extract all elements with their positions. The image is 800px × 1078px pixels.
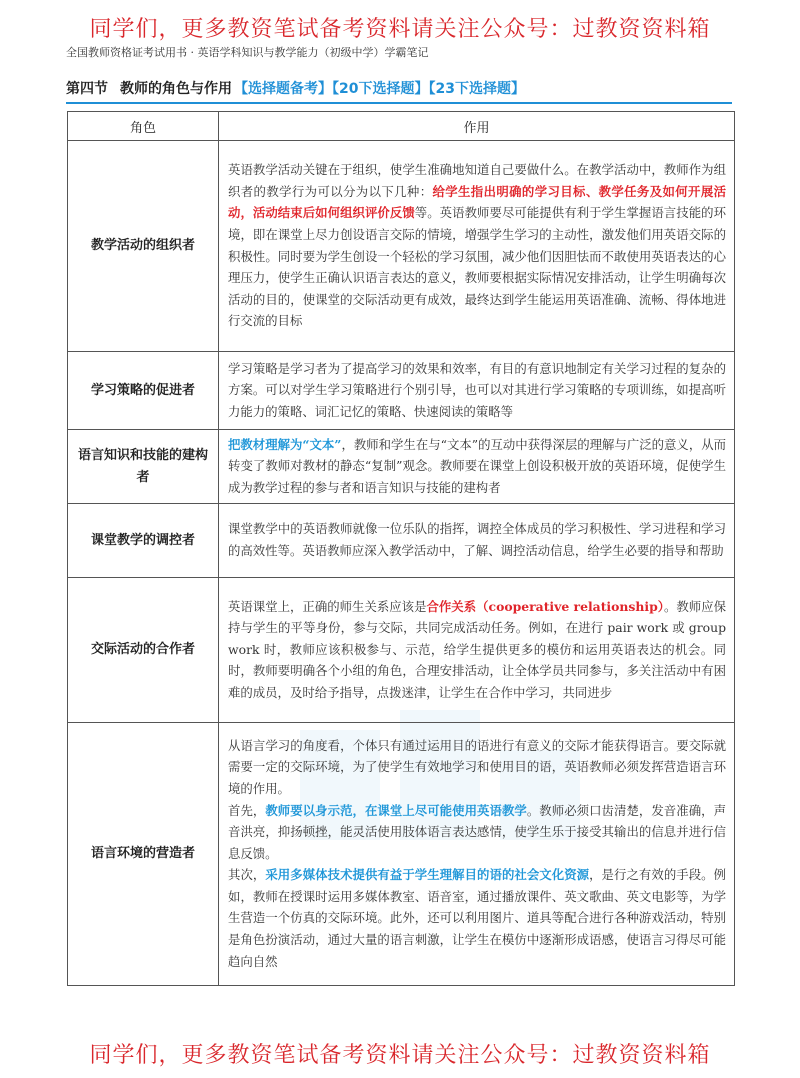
role-cell: 学习策略的促进者 xyxy=(68,352,219,430)
text-run: 等。英语教师要尽可能提供有利于学生掌握语言技能的环境，即在课堂上尽力创设语言交际的情境，增强学生学习的主动性，激发他们用英语交际的积极性。同时要为学生创设一个轻松的学习氛围，减少他们因胆怯而不敢使用英语表达的心理压力，使学生正确认识语言表达的意义，教师要根据实际情况安排活动，让学生明确每次活动的目的，使课堂的交际活动更有成效，最终达到学生能运用英语准确、流畅、得体地进行交流的目标 xyxy=(228,205,727,329)
function-cell xyxy=(219,352,735,430)
table-row xyxy=(68,504,735,578)
text-run: 其次， xyxy=(228,867,266,883)
highlight-red: 合作关系（cooperative relationship） xyxy=(426,598,664,614)
function-cell xyxy=(219,578,735,723)
header-function: 作用 xyxy=(219,112,735,141)
table-row xyxy=(68,141,735,352)
highlight-blue: 采用多媒体技术提供有益于学生理解目的语的社会文化资源 xyxy=(265,867,590,883)
header-role: 角色 xyxy=(68,112,219,141)
table-row xyxy=(68,723,735,986)
text-run: 课堂教学中的英语教师就像一位乐队的指挥，调控全体成员的学习积极性、学习进程和学习的高效性等。英语教师应深入教学活动中，了解、调控活动信息，给学生必要的指导和帮助 xyxy=(228,521,726,558)
section-heading xyxy=(66,78,525,98)
section-number: 第四节 xyxy=(66,81,108,97)
table-row xyxy=(68,430,735,504)
role-cell: 语言知识和技能的建构者 xyxy=(68,430,219,504)
table-header-row xyxy=(68,112,735,141)
running-head: 全国教师资格证考试用书 · 英语学科知识与教学能力（初级中学）学霸笔记 xyxy=(66,46,429,59)
function-cell xyxy=(219,723,735,986)
function-cell xyxy=(219,430,735,504)
text-run: 英语课堂上，正确的师生关系应该是 xyxy=(228,598,427,614)
function-cell xyxy=(219,141,735,352)
role-cell: 课堂教学的调控者 xyxy=(68,504,219,578)
highlight-blue: 把教材理解为“文本” xyxy=(228,436,342,452)
paragraph: 从语言学习的角度看，个体只有通过运用目的语进行有意义的交际才能获得语言。要交际就需要一定的交际环境，为了使学生有效地学习和使用目的语，英语教师必须发挥营造语言环境的作用。 xyxy=(228,737,726,796)
role-cell: 语言环境的营造者 xyxy=(68,723,219,986)
text-run: 学习策略是学习者为了提高学习的效果和效率，有目的有意识地制定有关学习过程的复杂的方案。可以对学生学习策略进行个别引导，也可以对其进行学习策略的专项训练，如提高听力能力的策略、词汇记忆的策略、快速阅读的策略等 xyxy=(228,360,726,419)
table-row xyxy=(68,578,735,723)
highlight-red: 给学生指出明确的学习目标、教学任务及如何开展活动，活动结束后如何组织评价反馈 xyxy=(228,183,727,221)
paragraph xyxy=(228,800,726,865)
table-row xyxy=(68,352,735,430)
text-run: 英语教学活动关键在于组织，使学生准确地知道自己要做什么。在教学活动中，教师作为组织者的教学行为可以分为以下几种： xyxy=(228,162,726,199)
highlight-blue: 教师要以身示范，在课堂上尽可能使用英语教学 xyxy=(265,802,527,818)
exam-tags: 【选择题备考】【20下选择题】【23下选择题】 xyxy=(234,81,525,97)
paragraph xyxy=(228,864,726,972)
text-run: ，是行之有效的手段。例如，教师在授课时运用多媒体教室、语音室，通过播放课件、英文歌曲、英文电影等，为学生营造一个仿真的交际环境。此外，还可以利用图片、道具等配合进行各种游戏活动，特别是角色扮演活动，通过大量的语言刺激，让学生在模仿中逐渐形成语感，使语言习得尽可能趋向自然 xyxy=(228,867,727,969)
role-cell: 教学活动的组织者 xyxy=(68,141,219,352)
text-run: 。教师必须口齿清楚，发音准确，声音洪亮，抑扬顿挫，能灵活使用肢体语言表达感情，使学生乐于接受其输出的信息并进行信息反馈。 xyxy=(228,802,727,861)
text-run: 首先， xyxy=(228,802,266,818)
roles-table xyxy=(67,111,735,986)
bottom-banner: 同学们，更多教资笔试备考资料请关注公众号：过教资资料箱 xyxy=(89,1043,711,1068)
role-cell: 交际活动的合作者 xyxy=(68,578,219,723)
text-run: ，教师和学生在与“文本”的互动中获得深层的理解与广泛的意义，从而转变了教师对教材的静态“复制”观念。教师要在课堂上创设积极开放的英语环境，促使学生成为教学过程的参与者和语言知识与技能的建构者 xyxy=(228,436,726,495)
text-run: 。教师应保持与学生的平等身份，参与交际，共同完成活动任务。例如，在进行 pair work 或 group work 时，教师应该积极参与、示范，给学生提供更多的模仿和运用英语表达的机会。同时，教师要明确各个小组的角色，合理安排活动，让全体学员共同参与，多关注活动中有困难的成员，及时给予指导，点拨迷津，让学生在合作中学习，共同进步 xyxy=(228,598,726,700)
function-cell xyxy=(219,504,735,578)
section-title: 教师的角色与作用 xyxy=(120,81,232,97)
top-banner: 同学们，更多教资笔试备考资料请关注公众号：过教资资料箱 xyxy=(89,17,711,42)
section-rule xyxy=(66,102,732,104)
